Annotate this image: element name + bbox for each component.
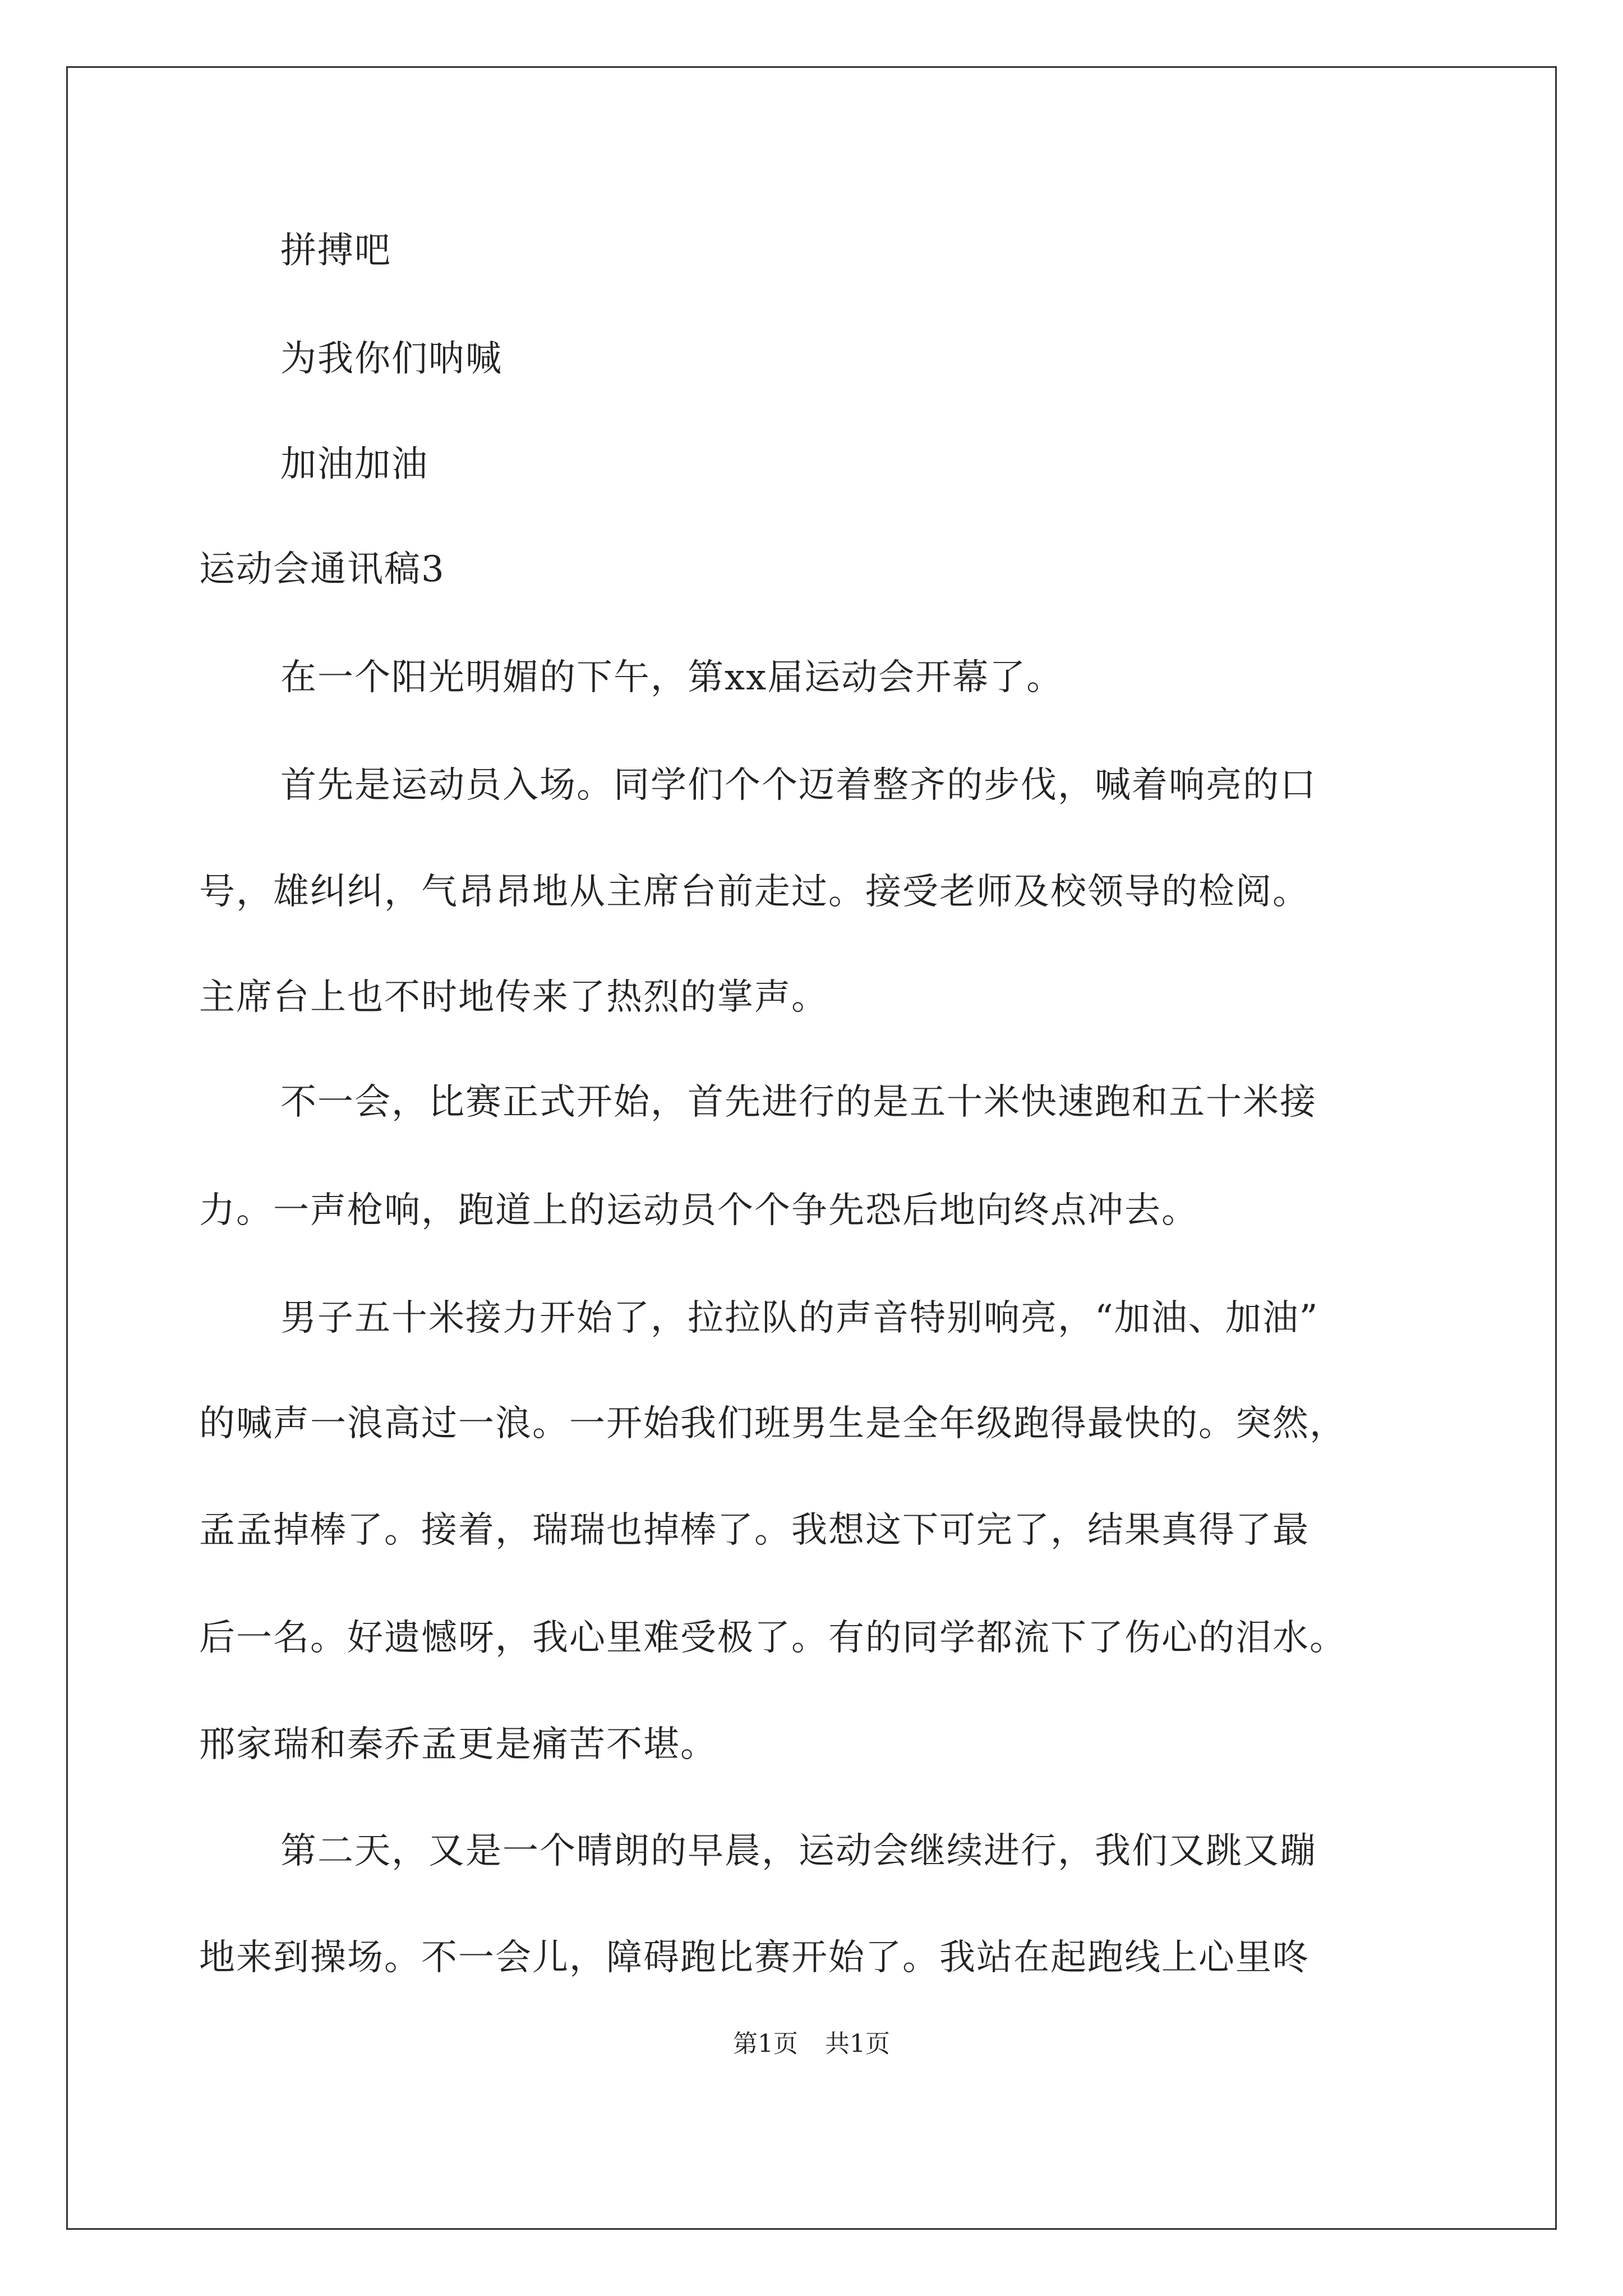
paragraph-line: 的喊声一浪高过一浪。一开始我们班男生是全年级跑得最快的。突然， <box>199 1403 1347 1444</box>
poem-line: 加油加油 <box>280 444 428 485</box>
poem-line: 拼搏吧 <box>280 230 391 272</box>
paragraph-line: 邢家瑞和秦乔孟更是痛苦不堪。 <box>199 1724 717 1765</box>
paragraph-line: 号，雄纠纠，气昂昂地从主席台前走过。接受老师及校领导的检阅。 <box>199 871 1310 913</box>
paragraph-line: 地来到操场。不一会儿，障碍跑比赛开始了。我站在起跑线上心里咚 <box>199 1937 1310 1978</box>
page-footer <box>0 2028 1623 2060</box>
paragraph-line: 不一会，比赛正式开始，首先进行的是五十米快速跑和五十米接 <box>280 1082 1317 1123</box>
paragraph-line: 在一个阳光明媚的下午，第xx届运动会开幕了。 <box>280 657 1064 698</box>
paragraph-line: 男子五十米接力开始了，拉拉队的声音特别响亮，“加油、加油” <box>280 1297 1319 1339</box>
paragraph-line: 力。一声枪响，跑道上的运动员个个争先恐后地向终点冲去。 <box>199 1190 1198 1231</box>
section-heading: 运动会通讯稿3 <box>199 549 445 590</box>
paragraph-line: 后一名。好遗憾呀，我心里难受极了。有的同学都流下了伤心的泪水。 <box>199 1617 1347 1659</box>
paragraph-line: 孟孟掉棒了。接着，瑞瑞也掉棒了。我想这下可完了，结果真得了最 <box>199 1510 1310 1551</box>
paragraph-line: 主席台上也不时地传来了热烈的掌声。 <box>199 977 828 1018</box>
paragraph-line: 第二天，又是一个晴朗的早晨，运动会继续进行，我们又跳又蹦 <box>280 1830 1317 1872</box>
page-total: 共1页 <box>825 2030 890 2058</box>
page-border <box>66 66 1557 2230</box>
paragraph-line: 首先是运动员入场。同学们个个迈着整齐的步伐，喊着响亮的口 <box>280 765 1317 806</box>
page-number: 第1页 <box>733 2030 798 2058</box>
poem-line: 为我你们呐喊 <box>280 338 502 380</box>
